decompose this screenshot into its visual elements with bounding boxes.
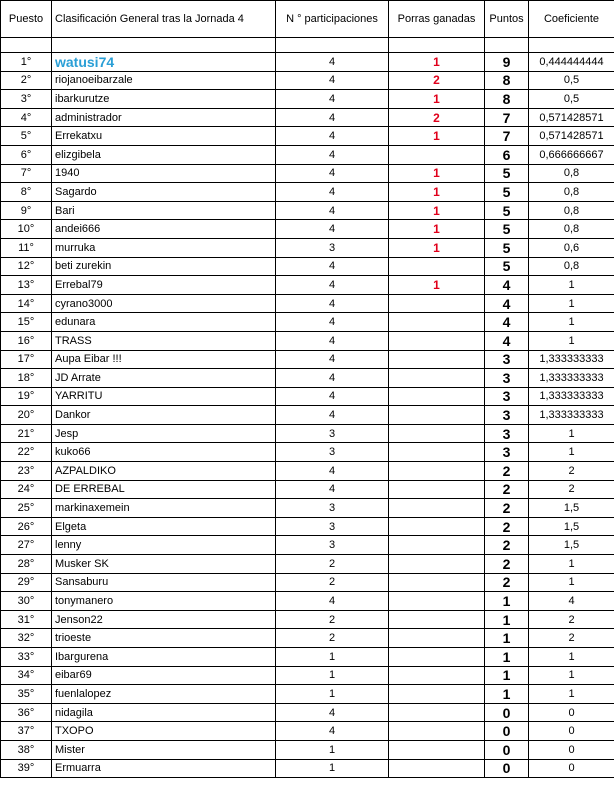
table-row (1, 666, 614, 685)
porras-won-cell (389, 722, 485, 741)
participations-cell: 1 (276, 666, 389, 685)
porras-won-cell (389, 480, 485, 499)
porras-won-cell (389, 443, 485, 462)
points-cell: 4 (485, 313, 529, 332)
position-cell: 12° (1, 257, 52, 276)
points-cell: 5 (485, 238, 529, 257)
table-row (1, 387, 614, 406)
points-cell: 2 (485, 573, 529, 592)
table-row (1, 276, 614, 295)
position-cell: 7° (1, 164, 52, 183)
points-cell: 1 (485, 592, 529, 611)
player-name-cell: JD Arrate (52, 369, 276, 388)
table-row (1, 108, 614, 127)
coefficient-cell: 0 (529, 722, 614, 741)
position-cell: 16° (1, 331, 52, 350)
table-row (1, 369, 614, 388)
position-cell: 2° (1, 71, 52, 90)
table-row (1, 648, 614, 667)
player-name-cell: murruka (52, 238, 276, 257)
points-cell: 1 (485, 685, 529, 704)
coefficient-cell: 1 (529, 443, 614, 462)
participations-cell: 4 (276, 276, 389, 295)
blank-cell (52, 38, 276, 53)
position-cell: 5° (1, 127, 52, 146)
table-row (1, 573, 614, 592)
position-cell: 4° (1, 108, 52, 127)
blank-cell (1, 38, 52, 53)
position-cell: 33° (1, 648, 52, 667)
table-row (1, 462, 614, 481)
position-cell: 17° (1, 350, 52, 369)
porras-won-cell (389, 387, 485, 406)
points-cell: 7 (485, 127, 529, 146)
position-cell: 18° (1, 369, 52, 388)
participations-cell: 2 (276, 573, 389, 592)
player-name-cell: administrador (52, 108, 276, 127)
position-cell: 27° (1, 536, 52, 555)
position-cell: 3° (1, 90, 52, 109)
player-name-cell: Dankor (52, 406, 276, 425)
player-name-cell: eibar69 (52, 666, 276, 685)
coefficient-cell: 0,8 (529, 164, 614, 183)
player-name-cell: Errekatxu (52, 127, 276, 146)
porras-won-cell: 1 (389, 90, 485, 109)
points-cell: 2 (485, 462, 529, 481)
coefficient-cell: 2 (529, 462, 614, 481)
position-cell: 28° (1, 555, 52, 574)
coefficient-cell: 0,666666667 (529, 145, 614, 164)
table-row (1, 127, 614, 146)
coefficient-cell: 0 (529, 740, 614, 759)
participations-cell: 4 (276, 108, 389, 127)
player-name-cell: ibarkurutze (52, 90, 276, 109)
points-cell: 4 (485, 276, 529, 295)
coefficient-cell: 1 (529, 555, 614, 574)
porras-won-cell (389, 629, 485, 648)
porras-won-cell (389, 759, 485, 778)
coefficient-cell: 0 (529, 759, 614, 778)
participations-cell: 1 (276, 740, 389, 759)
points-cell: 3 (485, 369, 529, 388)
points-cell: 4 (485, 294, 529, 313)
table-row (1, 759, 614, 778)
position-cell: 38° (1, 740, 52, 759)
header-puesto: Puesto (1, 1, 52, 38)
porras-won-cell: 1 (389, 201, 485, 220)
table-row (1, 555, 614, 574)
table-row (1, 201, 614, 220)
player-name-cell: lenny (52, 536, 276, 555)
table-row (1, 145, 614, 164)
position-cell: 37° (1, 722, 52, 741)
player-name-cell: markinaxemein (52, 499, 276, 518)
position-cell: 15° (1, 313, 52, 332)
porras-won-cell (389, 331, 485, 350)
table-row (1, 90, 614, 109)
points-cell: 0 (485, 703, 529, 722)
header-coeficiente: Coeficiente (529, 1, 614, 38)
table-row (1, 629, 614, 648)
participations-cell: 4 (276, 722, 389, 741)
table-row (1, 592, 614, 611)
participations-cell: 4 (276, 71, 389, 90)
player-name-cell: Ermuarra (52, 759, 276, 778)
player-name-cell: TRASS (52, 331, 276, 350)
player-name-cell: kuko66 (52, 443, 276, 462)
position-cell: 20° (1, 406, 52, 425)
player-name-cell: AZPALDIKO (52, 462, 276, 481)
points-cell: 2 (485, 536, 529, 555)
points-cell: 2 (485, 480, 529, 499)
table-row (1, 220, 614, 239)
porras-won-cell (389, 740, 485, 759)
participations-cell: 4 (276, 183, 389, 202)
participations-cell: 4 (276, 350, 389, 369)
player-name-cell: DE ERREBAL (52, 480, 276, 499)
coefficient-cell: 1 (529, 331, 614, 350)
coefficient-cell: 0,8 (529, 183, 614, 202)
participations-cell: 3 (276, 536, 389, 555)
table-row (1, 71, 614, 90)
position-cell: 31° (1, 610, 52, 629)
points-cell: 9 (485, 53, 529, 72)
porras-won-cell: 1 (389, 276, 485, 295)
points-cell: 7 (485, 108, 529, 127)
points-cell: 1 (485, 666, 529, 685)
position-cell: 22° (1, 443, 52, 462)
porras-won-cell (389, 592, 485, 611)
player-name-cell: Jenson22 (52, 610, 276, 629)
participations-cell: 4 (276, 220, 389, 239)
coefficient-cell: 1,333333333 (529, 350, 614, 369)
points-cell: 8 (485, 90, 529, 109)
player-name-cell: Errebal79 (52, 276, 276, 295)
player-name-cell: trioeste (52, 629, 276, 648)
coefficient-cell: 0,571428571 (529, 108, 614, 127)
porras-won-cell (389, 406, 485, 425)
participations-cell: 2 (276, 610, 389, 629)
player-name-cell: beti zurekin (52, 257, 276, 276)
table-row (1, 53, 614, 72)
coefficient-cell: 1 (529, 424, 614, 443)
coefficient-cell: 1 (529, 276, 614, 295)
player-name-cell: Sagardo (52, 183, 276, 202)
participations-cell: 4 (276, 462, 389, 481)
coefficient-cell: 0,5 (529, 90, 614, 109)
table-row (1, 480, 614, 499)
points-cell: 2 (485, 555, 529, 574)
participations-cell: 4 (276, 201, 389, 220)
participations-cell: 3 (276, 424, 389, 443)
blank-cell (529, 38, 614, 53)
participations-cell: 4 (276, 90, 389, 109)
position-cell: 6° (1, 145, 52, 164)
porras-won-cell (389, 145, 485, 164)
participations-cell: 4 (276, 127, 389, 146)
coefficient-cell: 1 (529, 685, 614, 704)
header-clasificacion: Clasificación General tras la Jornada 4 (52, 1, 276, 38)
table-row (1, 740, 614, 759)
participations-cell: 4 (276, 294, 389, 313)
porras-won-cell (389, 499, 485, 518)
table-row (1, 610, 614, 629)
player-name-cell: edunara (52, 313, 276, 332)
participations-cell: 4 (276, 164, 389, 183)
porras-won-cell (389, 648, 485, 667)
porras-won-cell (389, 685, 485, 704)
porras-won-cell (389, 555, 485, 574)
player-name-cell: Mister (52, 740, 276, 759)
participations-cell: 1 (276, 685, 389, 704)
position-cell: 35° (1, 685, 52, 704)
participations-cell: 4 (276, 406, 389, 425)
porras-won-cell (389, 610, 485, 629)
porras-won-cell (389, 313, 485, 332)
header-participaciones: N ° participaciones (276, 1, 389, 38)
position-cell: 24° (1, 480, 52, 499)
table-row (1, 294, 614, 313)
table-row (1, 443, 614, 462)
position-cell: 32° (1, 629, 52, 648)
coefficient-cell: 1,333333333 (529, 406, 614, 425)
porras-won-cell (389, 294, 485, 313)
participations-cell: 2 (276, 555, 389, 574)
coefficient-cell: 1 (529, 666, 614, 685)
player-name-cell: watusi74 (52, 53, 276, 72)
blank-cell (389, 38, 485, 53)
table-row (1, 313, 614, 332)
position-cell: 30° (1, 592, 52, 611)
coefficient-cell: 1 (529, 294, 614, 313)
porras-won-cell: 1 (389, 183, 485, 202)
porras-won-cell (389, 517, 485, 536)
porras-won-cell (389, 666, 485, 685)
table-row (1, 424, 614, 443)
participations-cell: 1 (276, 759, 389, 778)
porras-won-cell: 1 (389, 220, 485, 239)
table-row (1, 685, 614, 704)
position-cell: 14° (1, 294, 52, 313)
player-name-cell: riojanoeibarzale (52, 71, 276, 90)
table-row (1, 238, 614, 257)
coefficient-cell: 1 (529, 313, 614, 332)
coefficient-cell: 1 (529, 573, 614, 592)
participations-cell: 2 (276, 629, 389, 648)
points-cell: 5 (485, 201, 529, 220)
coefficient-cell: 1,333333333 (529, 369, 614, 388)
position-cell: 21° (1, 424, 52, 443)
coefficient-cell: 1 (529, 648, 614, 667)
porras-won-cell (389, 703, 485, 722)
table-row (1, 406, 614, 425)
participations-cell: 4 (276, 703, 389, 722)
player-name-cell: Elgeta (52, 517, 276, 536)
coefficient-cell: 0,5 (529, 71, 614, 90)
coefficient-cell: 2 (529, 610, 614, 629)
participations-cell: 4 (276, 480, 389, 499)
participations-cell: 4 (276, 313, 389, 332)
position-cell: 29° (1, 573, 52, 592)
participations-cell: 4 (276, 53, 389, 72)
participations-cell: 3 (276, 517, 389, 536)
points-cell: 5 (485, 220, 529, 239)
header-puntos: Puntos (485, 1, 529, 38)
player-name-cell: tonymanero (52, 592, 276, 611)
table-row (1, 257, 614, 276)
participations-cell: 4 (276, 145, 389, 164)
position-cell: 8° (1, 183, 52, 202)
table-row (1, 722, 614, 741)
points-cell: 1 (485, 648, 529, 667)
participations-cell: 1 (276, 648, 389, 667)
participations-cell: 4 (276, 387, 389, 406)
points-cell: 0 (485, 722, 529, 741)
player-name-cell: TXOPO (52, 722, 276, 741)
porras-won-cell: 1 (389, 53, 485, 72)
porras-won-cell (389, 536, 485, 555)
points-cell: 5 (485, 257, 529, 276)
player-name-cell: Sansaburu (52, 573, 276, 592)
player-name-cell: Bari (52, 201, 276, 220)
porras-won-cell (389, 369, 485, 388)
porras-won-cell: 2 (389, 71, 485, 90)
table-row (1, 350, 614, 369)
table-row (1, 536, 614, 555)
position-cell: 10° (1, 220, 52, 239)
points-cell: 3 (485, 387, 529, 406)
table-row (1, 499, 614, 518)
table-row (1, 517, 614, 536)
coefficient-cell: 0,8 (529, 257, 614, 276)
coefficient-cell: 0,6 (529, 238, 614, 257)
coefficient-cell: 0,571428571 (529, 127, 614, 146)
points-cell: 2 (485, 517, 529, 536)
player-name-cell: Jesp (52, 424, 276, 443)
player-name-cell: Ibargurena (52, 648, 276, 667)
table-row (1, 164, 614, 183)
table-row (1, 703, 614, 722)
player-name-cell: cyrano3000 (52, 294, 276, 313)
points-cell: 5 (485, 183, 529, 202)
table-row (1, 183, 614, 202)
blank-cell (485, 38, 529, 53)
participations-cell: 3 (276, 499, 389, 518)
porras-won-cell: 1 (389, 164, 485, 183)
position-cell: 1° (1, 53, 52, 72)
header-row (1, 1, 614, 38)
porras-won-cell (389, 257, 485, 276)
participations-cell: 4 (276, 369, 389, 388)
participations-cell: 4 (276, 592, 389, 611)
position-cell: 23° (1, 462, 52, 481)
position-cell: 19° (1, 387, 52, 406)
coefficient-cell: 0 (529, 703, 614, 722)
points-cell: 3 (485, 406, 529, 425)
header-porras: Porras ganadas (389, 1, 485, 38)
position-cell: 26° (1, 517, 52, 536)
points-cell: 4 (485, 331, 529, 350)
blank-row (1, 38, 614, 53)
position-cell: 36° (1, 703, 52, 722)
points-cell: 5 (485, 164, 529, 183)
blank-cell (276, 38, 389, 53)
points-cell: 1 (485, 610, 529, 629)
participations-cell: 3 (276, 238, 389, 257)
porras-won-cell: 2 (389, 108, 485, 127)
porras-won-cell: 1 (389, 127, 485, 146)
points-cell: 3 (485, 443, 529, 462)
coefficient-cell: 0,8 (529, 201, 614, 220)
coefficient-cell: 2 (529, 629, 614, 648)
player-name-cell: YARRITU (52, 387, 276, 406)
table-row (1, 331, 614, 350)
coefficient-cell: 0,444444444 (529, 53, 614, 72)
player-name-cell: fuenlalopez (52, 685, 276, 704)
coefficient-cell: 4 (529, 592, 614, 611)
porras-won-cell (389, 424, 485, 443)
position-cell: 34° (1, 666, 52, 685)
position-cell: 13° (1, 276, 52, 295)
points-cell: 0 (485, 759, 529, 778)
points-cell: 3 (485, 350, 529, 369)
porras-won-cell: 1 (389, 238, 485, 257)
points-cell: 0 (485, 740, 529, 759)
participations-cell: 3 (276, 443, 389, 462)
position-cell: 9° (1, 201, 52, 220)
porras-won-cell (389, 462, 485, 481)
player-name-cell: 1940 (52, 164, 276, 183)
coefficient-cell: 1,5 (529, 499, 614, 518)
player-name-cell: andei666 (52, 220, 276, 239)
points-cell: 6 (485, 145, 529, 164)
position-cell: 25° (1, 499, 52, 518)
player-name-cell: elizgibela (52, 145, 276, 164)
points-cell: 3 (485, 424, 529, 443)
participations-cell: 4 (276, 331, 389, 350)
coefficient-cell: 1,333333333 (529, 387, 614, 406)
points-cell: 8 (485, 71, 529, 90)
coefficient-cell: 2 (529, 480, 614, 499)
player-name-cell: Musker SK (52, 555, 276, 574)
participations-cell: 4 (276, 257, 389, 276)
porras-won-cell (389, 573, 485, 592)
position-cell: 39° (1, 759, 52, 778)
coefficient-cell: 1,5 (529, 517, 614, 536)
porras-won-cell (389, 350, 485, 369)
player-name-cell: Aupa Eibar !!! (52, 350, 276, 369)
coefficient-cell: 1,5 (529, 536, 614, 555)
coefficient-cell: 0,8 (529, 220, 614, 239)
position-cell: 11° (1, 238, 52, 257)
points-cell: 1 (485, 629, 529, 648)
points-cell: 2 (485, 499, 529, 518)
player-name-cell: nidagila (52, 703, 276, 722)
